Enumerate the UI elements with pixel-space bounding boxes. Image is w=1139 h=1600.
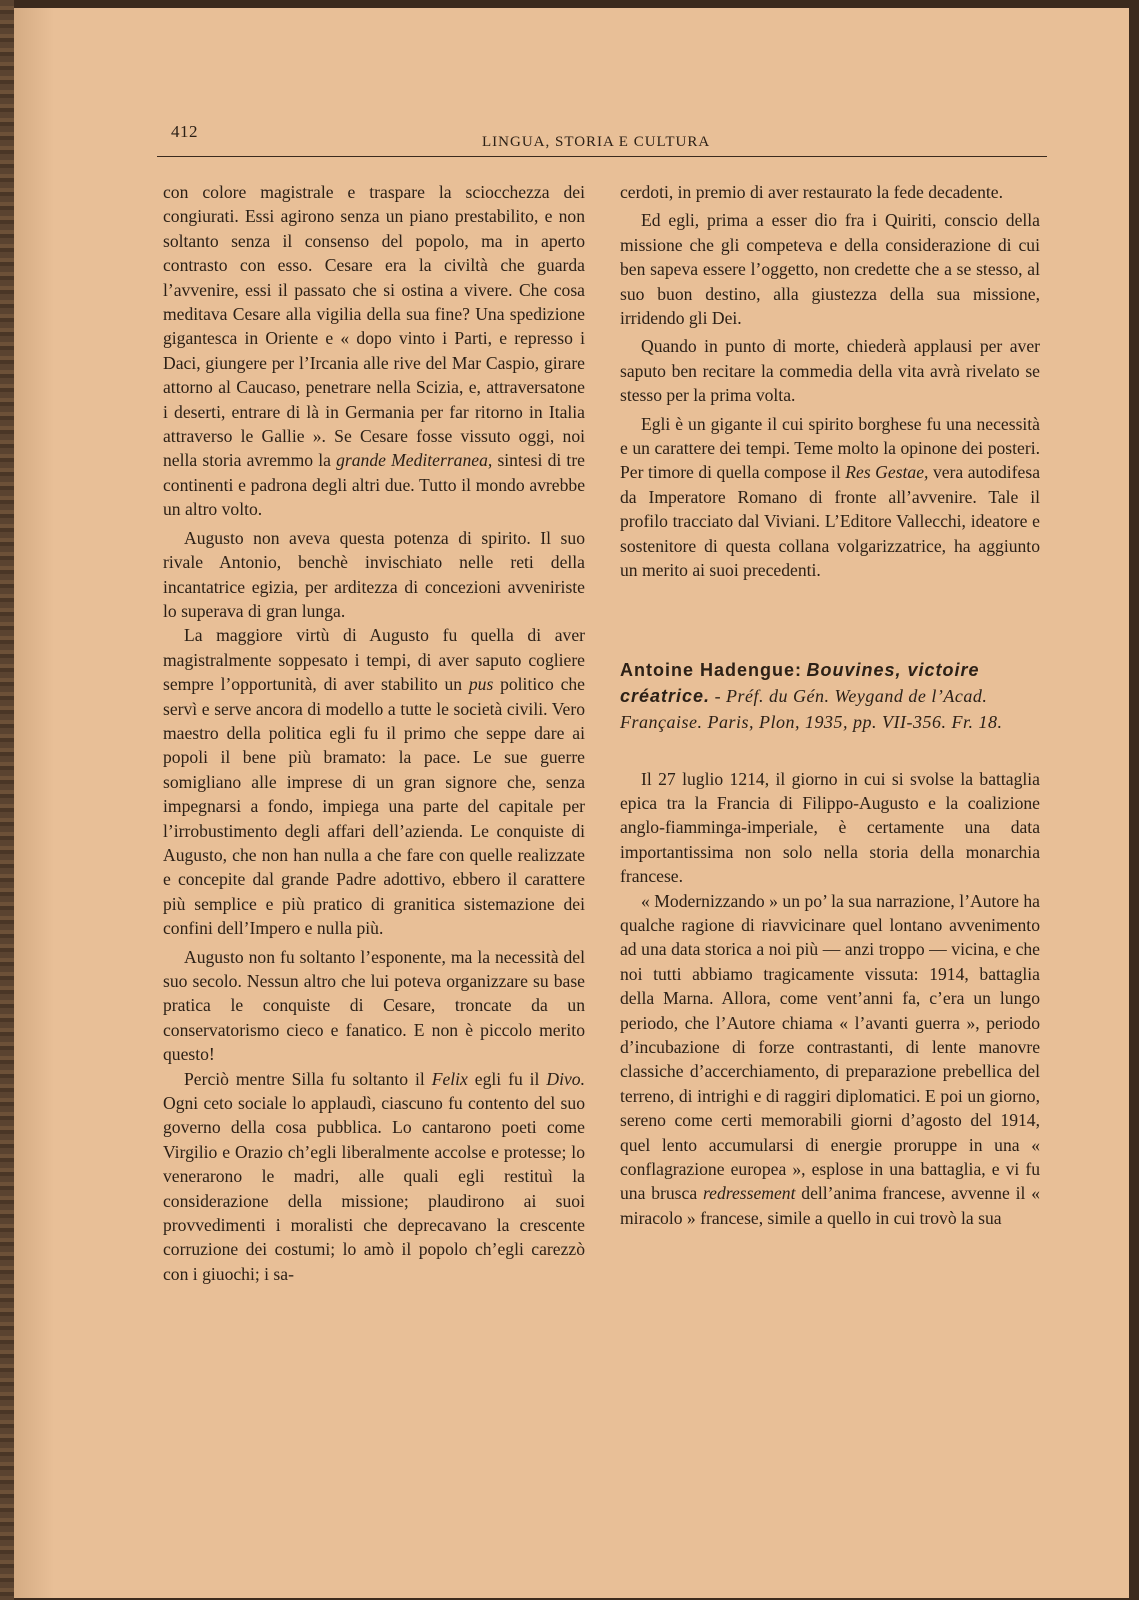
- italic-text: pus: [468, 674, 494, 695]
- paragraph: Ed egli, prima a esser dio fra i Quiriti, conscio della missione che gli competeva e della considerazione di cui ben sapeva essere l’oggetto, non credette che a se stesso, al suo buon destino, alla giustezza della sua missione, irridendo gli Dei.: [620, 210, 1040, 329]
- review-body: [620, 767, 1040, 1231]
- text-run: vera autodifesa da Imperatore Romano di fronte all’avvenire. Tale il profilo tracciato dal Viviani. L’Editore Vallecchi, ideatore e sostenitore di questa collana volgarizzatrice, ha aggiunto un merito ai suoi precedenti.: [620, 462, 1041, 581]
- text-run: La maggiore virtù di Augusto fu quella di aver magistralmente soppesato i tempi, di aver saputo cogliere sempre l’opportunità, di aver stabilito un: [163, 625, 585, 695]
- text-run: Perciò mentre Silla fu soltanto il: [184, 1068, 432, 1089]
- text-run: « Modernizzando » un po’ la sua narrazione, l’Autore ha qualche ragione di riavvicinare quel lontano avvenimento ad una data storica a noi più — anzi troppo — vicina, e che noi tutti abbiamo tragicamente vissuta: 1914, battaglia della Marna. Allora, come vent’anni fa, c’era un lungo periodo, che l’Autore chiama « l’avanti guerra », periodo d’incubazione di forze contrastanti, di lente manovre classiche d’accerchiamento, di preparazione prebellica del terreno, di intrighi e di raggiri diplomatici. E poi un giorno, sereno come certi memorabili giorni d’agosto del 1914, quel lento accumularsi di energie proruppe in una « conflagrazione europea », esplose in una battaglia, e vi fu una brusca: [620, 890, 1040, 1204]
- page-header: [157, 122, 1047, 158]
- italic-text: redressement: [702, 1183, 796, 1204]
- paragraph: cerdoti, in premio di aver restaurato la fede decadente.: [620, 182, 1003, 202]
- text-run: con colore magistrale e traspare la sciocchezza dei congiurati. Essi agirono senza un piano prestabilito, e non soltanto senza il consenso del popolo, ma in aperto contrasto con esso. Cesare era la civiltà che guarda l’avvenire, essi il passato che si ostina a vivere. Che cosa meditava Cesare alla vigilia della sua fine? Una spedizione gigantesca in Oriente e « dopo vinto i Parti, e represso i Daci, giungere per l’Ircania alle rive del Mar Caspio, girare attorno al Caucaso, penetrare nella Scizia, e, attraversatone i deserti, entrare di là in Germania per far ritorno in Italia attraverso le Gallie ». Se Cesare fosse vissuto oggi, noi nella storia avremmo la: [163, 182, 585, 471]
- italic-text: Divo.: [546, 1068, 585, 1089]
- text-run: egli fu il: [467, 1068, 547, 1089]
- text-run: dell’anima francese, avvenne il « miracolo » francese, simile a quello in cui trovò la sua: [620, 1183, 1040, 1228]
- paragraph: [620, 412, 1040, 583]
- running-title: LINGUA, STORIA E CULTURA: [482, 134, 711, 150]
- review-author: Antoine Hadengue:: [620, 659, 802, 680]
- text-run: sintesi di tre continenti e padrona degli altri due. Tutto il mondo avrebbe un altro volto.: [163, 450, 585, 520]
- paragraph: [163, 623, 585, 940]
- paragraph: Augusto non fu soltanto l’esponente, ma la necessità del suo secolo. Nessun altro che lui poteva organizzare su base pratica le conquiste di Cesare, troncate da un conservatorismo cieco e fanatico. E non è piccolo merito questo!: [163, 946, 585, 1065]
- paragraph: Quando in punto di morte, chiederà applausi per aver saputo ben recitare la commedia della vita avrà rivelato se stesso per la prima volta.: [620, 336, 1040, 406]
- text-run: Ogni ceto sociale lo applaudì, ciascuno fu contento del suo governo della cosa pubblica. Lo cantarono poeti come Virgilio e Orazio ch’egli liberalmente accolse e protesse; lo venerarono le madri, alle quali egli restituì la considerazione della missione; plaudirono ai suoi provvedimenti i moralisti che deprecavano la crescente corruzione dei costumi; lo amò il popolo ch’egli carezzò con i giuochi; i sa-: [163, 1093, 585, 1284]
- book-binding-edge: [0, 0, 14, 1600]
- paragraph: [163, 180, 585, 522]
- text-run: politico che servì e serve ancora di modello a tutte le società civili. Vero maestro della politica egli fu il primo che seppe dare ai popoli il bene più bramato: la pace. Le sue guerre somigliano alle imprese di un gran signore che, senza impegnarsi a fondo, impiega una parte del capitale per l’irrobustimento degli affari dell’azienda. Le conquiste di Augusto, che non han nulla a che fare con quelle realizzate e concepite dal grande Padre adottivo, ebbero il carattere più semplice e più pratico di granitica sistemazione dei confini dell’Impero e nulla più.: [163, 674, 585, 939]
- paragraph: [163, 1067, 585, 1287]
- review-heading: [620, 657, 1040, 735]
- page-number: 412: [171, 122, 198, 141]
- right-column: [620, 180, 1040, 1230]
- text-run: Egli è un gigante il cui spirito borghese fu una necessità e un carattere dei tempi. Teme molto la opinone dei posteri. Per timore di quella compose il: [620, 413, 1040, 483]
- left-column: [163, 180, 585, 1286]
- review-book-details: - Préf. du Gén. Weygand de l’Acad. Française. Paris, Plon, 1935, pp. VII-356. Fr. 18.: [620, 685, 1003, 732]
- header-rule: [157, 156, 1047, 157]
- review-book-title: Bouvines, victoire créatrice.: [620, 659, 980, 706]
- paragraph: [620, 889, 1040, 1231]
- italic-text: Felix: [431, 1068, 468, 1089]
- paragraph: Augusto non aveva questa potenza di spirito. Il suo rivale Antonio, benchè invischiato nelle reti della incantatrice egizia, per arditezza di concezioni avveniriste lo superava di gran lunga.: [163, 527, 585, 621]
- italic-text: Res Gestae,: [845, 462, 929, 483]
- paragraph: Il 27 luglio 1214, il giorno in cui si svolse la battaglia epica tra la Francia di Filippo-Augusto e la coalizione anglo-fiamminga-imperiale, è certamente una data importantissima non solo nella storia della monarchia francese.: [620, 768, 1040, 887]
- italic-text: grande Mediterranea,: [336, 450, 493, 471]
